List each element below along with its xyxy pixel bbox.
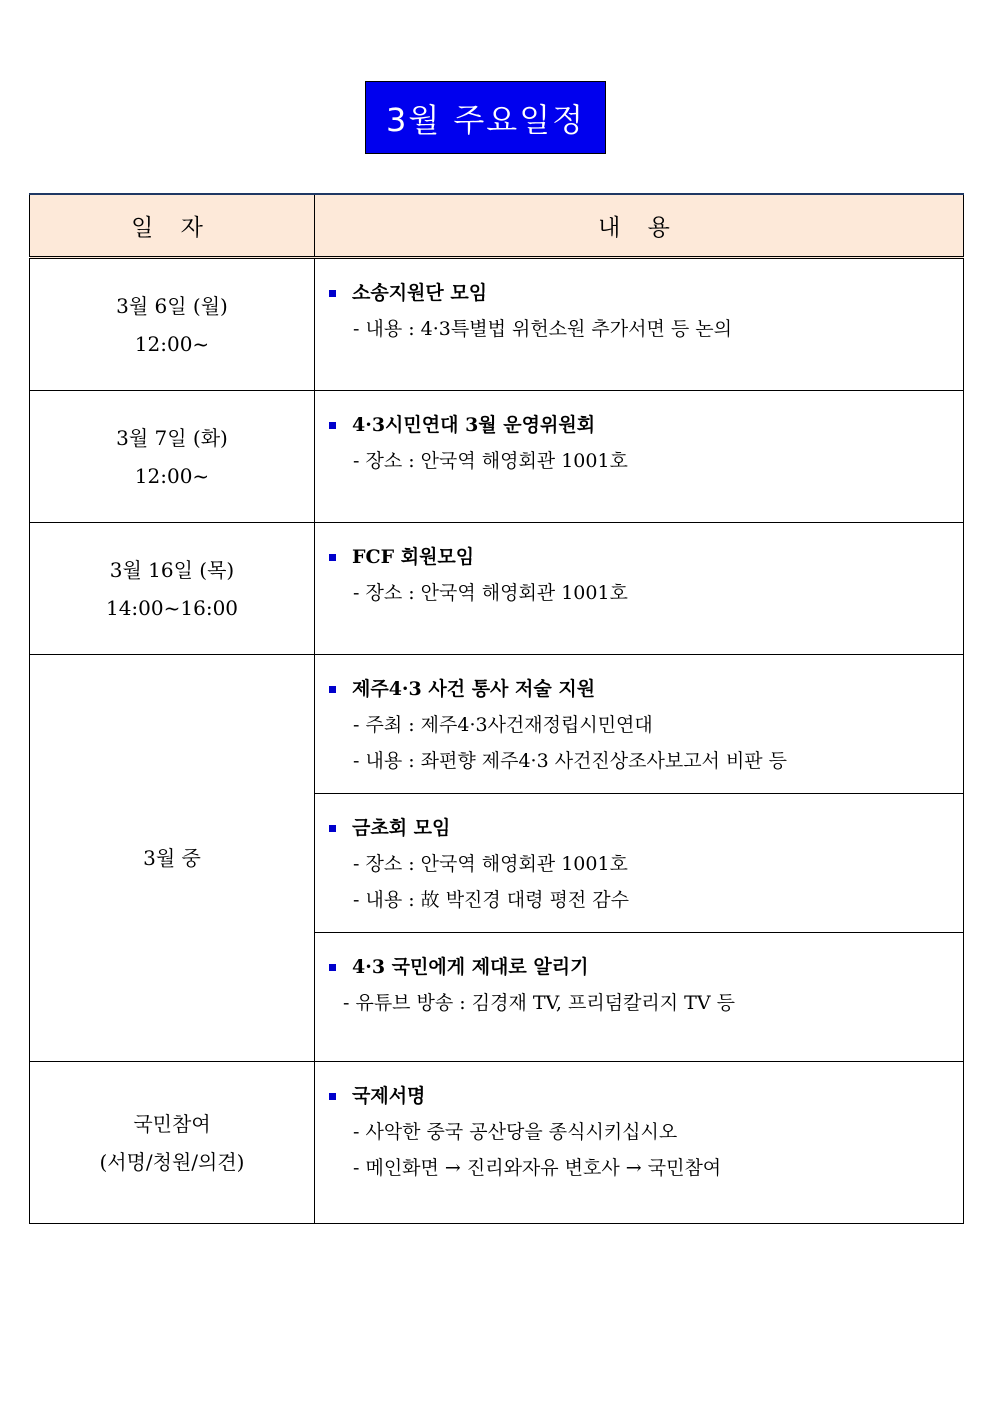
schedule-table (29, 193, 964, 1224)
item-title-text: 국제서명 (352, 1085, 426, 1107)
square-bullet-icon (329, 554, 336, 561)
table-row (30, 655, 964, 794)
table-header-row (30, 194, 964, 258)
date-cell (30, 655, 315, 1062)
page-title-box (365, 81, 606, 154)
item-detail: - 장소 : 안국역 해영회관 1001호 (353, 582, 628, 604)
content-cell (315, 391, 964, 523)
item-detail: - 내용 : 좌편향 제주4·3 사건진상조사보고서 비판 등 (353, 750, 788, 772)
item-title-text: 소송지원단 모임 (352, 282, 488, 304)
item-title-text: FCF 회원모임 (352, 546, 475, 568)
item-title (329, 810, 963, 846)
item-title (329, 671, 963, 707)
date-text: 3월 중 (143, 846, 201, 870)
item-title-text: 제주4·3 사건 통사 저술 지원 (352, 678, 596, 700)
time-text: 14:00~16:00 (105, 595, 239, 620)
content-cell (315, 794, 964, 933)
header-date: 일 자 (30, 194, 315, 258)
content-cell (315, 655, 964, 794)
square-bullet-icon (329, 422, 336, 429)
item-detail: - 주최 : 제주4·3사건재정립시민연대 (353, 714, 653, 736)
content-cell (315, 258, 964, 391)
item-detail: - 유튜브 방송 : 김경재 TV, 프리덤칼리지 TV 등 (343, 992, 735, 1014)
item-title (329, 1078, 963, 1114)
square-bullet-icon (329, 1093, 336, 1100)
item-title (329, 949, 963, 985)
square-bullet-icon (329, 825, 336, 832)
date-cell (30, 391, 315, 523)
content-cell (315, 1062, 964, 1224)
item-title (329, 275, 963, 311)
item-title (329, 407, 963, 443)
item-title-text: 4·3 국민에게 제대로 알리기 (352, 956, 589, 978)
date-text: 3월 16일 (목) (109, 557, 235, 582)
square-bullet-icon (329, 964, 336, 971)
item-detail: - 내용 : 故 박진경 대령 평전 감수 (353, 889, 629, 911)
date-cell (30, 523, 315, 655)
item-detail: - 장소 : 안국역 해영회관 1001호 (353, 853, 628, 875)
date-text: 3월 7일 (화) (116, 425, 228, 450)
square-bullet-icon (329, 686, 336, 693)
content-cell (315, 523, 964, 655)
date-text: 3월 6일 (월) (116, 293, 228, 318)
item-title (329, 539, 963, 575)
item-title-text: 금초회 모임 (352, 817, 451, 839)
time-text: 12:00~ (134, 331, 210, 356)
table-row (30, 1062, 964, 1224)
table-row (30, 391, 964, 523)
page-title: 3월 주요일정 (385, 100, 586, 139)
content-cell (315, 933, 964, 1062)
header-content: 내 용 (315, 194, 964, 258)
table-row (30, 523, 964, 655)
item-detail: - 사악한 중국 공산당을 종식시키십시오 (353, 1121, 678, 1143)
item-detail: - 장소 : 안국역 해영회관 1001호 (353, 450, 628, 472)
square-bullet-icon (329, 290, 336, 297)
item-title-text: 4·3시민연대 3월 운영위원회 (352, 414, 596, 436)
item-detail: - 메인화면 → 진리와자유 변호사 → 국민참여 (353, 1157, 722, 1179)
date-cell (30, 258, 315, 391)
time-text: 12:00~ (134, 463, 210, 488)
table-row (30, 258, 964, 391)
item-detail: - 내용 : 4·3특별법 위헌소원 추가서면 등 논의 (353, 318, 732, 340)
date-subtext: (서명/청원/의견) (99, 1149, 245, 1174)
date-text: 국민참여 (133, 1111, 211, 1136)
date-cell (30, 1062, 315, 1224)
